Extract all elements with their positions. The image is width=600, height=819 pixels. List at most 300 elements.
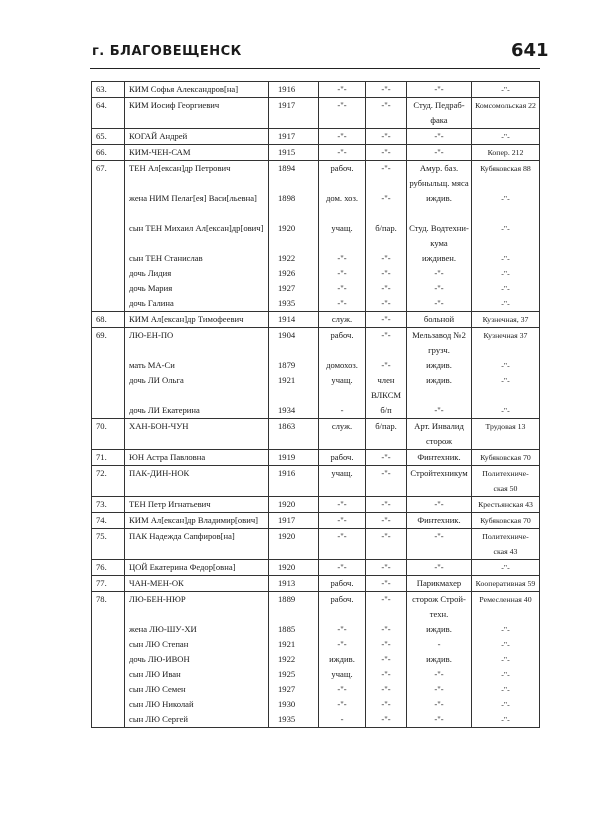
row-number-text: 74.: [96, 515, 107, 525]
address: ская 43: [493, 547, 518, 556]
occupation-cell: [407, 419, 472, 450]
person-name: дочь Галина: [129, 298, 174, 308]
birth-year: [278, 607, 318, 622]
party: -"-: [381, 330, 391, 340]
social-status: -"-: [337, 499, 347, 509]
social-status: -: [340, 405, 344, 415]
party-cell: [366, 98, 407, 129]
occupation: -"-: [434, 84, 444, 94]
occupation: [407, 388, 471, 403]
birth-year: 1913: [278, 578, 296, 588]
social-status: [319, 113, 365, 128]
occupation: Амур. баз.: [419, 163, 459, 173]
birth-year-cell: [269, 98, 319, 129]
row-number-text: 65.: [96, 131, 107, 141]
party: б/пар.: [375, 223, 397, 233]
party: -"-: [381, 699, 391, 709]
address-cell: [472, 576, 540, 592]
social-status: учащ.: [331, 375, 353, 385]
row-number-text: 71.: [96, 452, 107, 462]
social-status: -"-: [337, 84, 347, 94]
social-status-cell: [319, 312, 366, 328]
occupation: -: [437, 639, 441, 649]
person-name-cell: [125, 450, 269, 466]
address: -"-: [501, 715, 510, 724]
person-name: дочь Лидия: [129, 268, 172, 278]
address: -"-: [501, 284, 510, 293]
person-name: мать МА-Си: [129, 360, 175, 370]
person-name-cell: [125, 129, 269, 145]
occupation: Финтехник.: [417, 515, 461, 525]
birth-year: 1904: [278, 330, 296, 340]
social-status-cell: [319, 161, 366, 312]
row-number-text: 77.: [96, 578, 107, 588]
social-status: [319, 343, 365, 358]
social-status: -"-: [337, 131, 347, 141]
occupation: -"-: [434, 669, 444, 679]
person-name-cell: [125, 98, 269, 129]
occupation: иждив.: [426, 193, 452, 203]
party: -"-: [381, 253, 391, 263]
person-name-cell: [125, 466, 269, 497]
address: -"-: [501, 85, 510, 94]
birth-year: 1921: [278, 375, 296, 385]
social-status: дом. хоз.: [325, 193, 359, 203]
person-name: ЛЮ-БЕН-НЮР: [129, 594, 186, 604]
row-number: [92, 129, 125, 145]
occupation: Стройтехникум: [410, 468, 468, 478]
address: [472, 607, 539, 622]
person-name: дочь Мария: [129, 283, 173, 293]
social-status: -"-: [337, 562, 347, 572]
occupation-cell: [407, 98, 472, 129]
row-number-text: 70.: [96, 421, 107, 431]
party: [366, 607, 406, 622]
page-number: 641: [511, 40, 549, 61]
row-number-text: 67.: [96, 163, 107, 173]
address-cell: [472, 98, 540, 129]
party: [366, 481, 406, 496]
social-status: рабоч.: [330, 578, 354, 588]
address: [472, 113, 539, 128]
address: -"-: [501, 655, 510, 664]
social-status: -"-: [337, 298, 347, 308]
row-number: [92, 419, 125, 450]
social-status: -"-: [337, 100, 347, 110]
birth-year: 1920: [278, 499, 296, 509]
occupation: грузч.: [428, 345, 450, 355]
occupation-cell: [407, 592, 472, 728]
person-name: КИМ Софья Александров[на]: [129, 84, 239, 94]
occupation: иждив.: [426, 360, 452, 370]
row-number: [92, 513, 125, 529]
person-name: КОГАЙ Андрей: [129, 131, 188, 141]
birth-year: [278, 388, 318, 403]
person-name: [129, 481, 268, 496]
address-cell: [472, 328, 540, 419]
party: -"-: [381, 684, 391, 694]
occupation: -"-: [434, 714, 444, 724]
address: -"-: [501, 224, 510, 233]
person-name-cell: [125, 529, 269, 560]
social-status-cell: [319, 328, 366, 419]
party: -"-: [381, 163, 391, 173]
social-status: рабоч.: [330, 594, 354, 604]
occupation: -"-: [434, 131, 444, 141]
birth-year: [278, 206, 318, 221]
address-cell: [472, 592, 540, 728]
address: -"-: [501, 670, 510, 679]
person-name-cell: [125, 513, 269, 529]
row-number-text: 69.: [96, 330, 107, 340]
social-status-cell: [319, 466, 366, 497]
party: [366, 343, 406, 358]
birth-year: [278, 176, 318, 191]
occupation-cell: [407, 82, 472, 98]
address: Кузнечная, 37: [482, 315, 529, 324]
party: б/пар.: [375, 421, 397, 431]
person-name: [129, 434, 268, 449]
social-status: -"-: [337, 624, 347, 634]
occupation: -"-: [434, 147, 444, 157]
address-cell: [472, 82, 540, 98]
row-number-text: 66.: [96, 147, 107, 157]
occupation: кума: [430, 238, 448, 248]
party-cell: [366, 592, 407, 728]
row-number: [92, 529, 125, 560]
person-name: жена НИМ Пелаг[ея] Васи[льевна]: [129, 193, 257, 203]
social-status: -"-: [337, 699, 347, 709]
birth-year-cell: [269, 529, 319, 560]
row-number: [92, 328, 125, 419]
birth-year: 1927: [278, 684, 296, 694]
address: [472, 236, 539, 251]
social-status: домохоз.: [326, 360, 358, 370]
person-name: сын ЛЮ Николай: [129, 699, 194, 709]
table-row: [92, 312, 540, 328]
social-status: [319, 236, 365, 251]
occupation: -"-: [434, 499, 444, 509]
social-status-cell: [319, 497, 366, 513]
row-number-text: 72.: [96, 468, 107, 478]
party-cell: [366, 129, 407, 145]
party-cell: [366, 145, 407, 161]
row-number: [92, 450, 125, 466]
occupation: [407, 481, 471, 496]
party-cell: [366, 82, 407, 98]
address: Крестьянская 43: [478, 500, 533, 509]
occupation: иждив.: [426, 624, 452, 634]
person-name: сын ЛЮ Иван: [129, 669, 181, 679]
row-number: [92, 466, 125, 497]
party-cell: [366, 576, 407, 592]
address-cell: [472, 145, 540, 161]
occupation: -"-: [434, 283, 444, 293]
birth-year-cell: [269, 576, 319, 592]
row-number: [92, 145, 125, 161]
person-name: [129, 176, 268, 191]
birth-year: 1925: [278, 669, 296, 679]
social-status-cell: [319, 145, 366, 161]
person-name: [129, 607, 268, 622]
birth-year: [278, 481, 318, 496]
occupation: техн.: [429, 609, 449, 619]
birth-year: 1935: [278, 714, 296, 724]
address: -"-: [501, 406, 510, 415]
address: [472, 206, 539, 221]
birth-year: 1921: [278, 639, 296, 649]
social-status: служ.: [331, 421, 353, 431]
birth-year: 1927: [278, 283, 296, 293]
party: -"-: [381, 131, 391, 141]
address: [472, 343, 539, 358]
party: [366, 206, 406, 221]
party: -"-: [381, 193, 391, 203]
party: -"-: [381, 84, 391, 94]
social-status: учащ.: [331, 468, 353, 478]
address: [472, 434, 539, 449]
occupation: Финтехник.: [417, 452, 461, 462]
party: [366, 176, 406, 191]
address-cell: [472, 466, 540, 497]
social-status: иждив.: [329, 654, 355, 664]
address: Комсомольская 22: [475, 101, 536, 110]
row-number: [92, 312, 125, 328]
birth-year: 1920: [278, 223, 296, 233]
birth-year: [278, 343, 318, 358]
social-status: -"-: [337, 531, 347, 541]
person-name-cell: [125, 82, 269, 98]
social-status: -"-: [337, 283, 347, 293]
person-name: [129, 113, 268, 128]
table-row: [92, 129, 540, 145]
address: Политехниче-: [482, 532, 529, 541]
party-cell: [366, 513, 407, 529]
party: -"-: [381, 639, 391, 649]
address: -"-: [501, 640, 510, 649]
address: ская 50: [493, 484, 518, 493]
social-status: учащ.: [331, 223, 353, 233]
occupation: фака: [430, 115, 448, 125]
address-cell: [472, 560, 540, 576]
party: -"-: [381, 714, 391, 724]
party: -"-: [381, 268, 391, 278]
birth-year-cell: [269, 161, 319, 312]
table-row: [92, 98, 540, 129]
birth-year: [278, 236, 318, 251]
page-header-title: г. БЛАГОВЕЩЕНСК: [92, 44, 242, 59]
occupation: больной: [423, 314, 455, 324]
row-number-text: 76.: [96, 562, 107, 572]
person-name: сын ЛЮ Степан: [129, 639, 189, 649]
party: -"-: [381, 452, 391, 462]
social-status: [319, 176, 365, 191]
table-row: [92, 592, 540, 728]
birth-year-cell: [269, 560, 319, 576]
party: [366, 544, 406, 559]
social-status: -"-: [337, 147, 347, 157]
occupation-cell: [407, 560, 472, 576]
social-status-cell: [319, 513, 366, 529]
social-status-cell: [319, 592, 366, 728]
row-number-text: 75.: [96, 531, 107, 541]
occupation: Студ. Водтехни-: [409, 223, 469, 233]
address: -"-: [501, 194, 510, 203]
social-status: -"-: [337, 268, 347, 278]
occupation: -"-: [434, 562, 444, 572]
party-cell: [366, 161, 407, 312]
occupation-cell: [407, 466, 472, 497]
person-name: сын ЛЮ Сергей: [129, 714, 188, 724]
address: Кубяковская 88: [480, 164, 531, 173]
social-status: [319, 434, 365, 449]
birth-year: 1917: [278, 100, 296, 110]
social-status-cell: [319, 82, 366, 98]
party: член: [377, 375, 395, 385]
person-name: ЛЮ-ЕН-ПО: [129, 330, 174, 340]
person-name: ТЕН Ал[ексан]др Петрович: [129, 163, 231, 173]
birth-year: 1916: [278, 468, 296, 478]
party: б/п: [380, 405, 392, 415]
address: -"-: [501, 376, 510, 385]
row-number: [92, 497, 125, 513]
person-name: сын ЛЮ Семен: [129, 684, 186, 694]
party: -"-: [381, 499, 391, 509]
party: -"-: [381, 360, 391, 370]
occupation-cell: [407, 161, 472, 312]
social-status: [319, 544, 365, 559]
table-row: [92, 560, 540, 576]
social-status: [319, 206, 365, 221]
address: -"-: [501, 361, 510, 370]
person-name-cell: [125, 592, 269, 728]
table-row: [92, 529, 540, 560]
table-row: [92, 450, 540, 466]
party: -"-: [381, 562, 391, 572]
social-status: [319, 481, 365, 496]
address: Трудовая 13: [485, 422, 526, 431]
address-cell: [472, 129, 540, 145]
party: -"-: [381, 531, 391, 541]
social-status: рабоч.: [330, 452, 354, 462]
party: -"-: [381, 578, 391, 588]
birth-year: 1922: [278, 253, 296, 263]
address: -"-: [501, 132, 510, 141]
occupation: [407, 206, 471, 221]
occupation-cell: [407, 497, 472, 513]
social-status-cell: [319, 129, 366, 145]
register-table: [91, 81, 540, 728]
table-row: [92, 513, 540, 529]
occupation-cell: [407, 529, 472, 560]
person-name: дочь ЛИ Екатерина: [129, 405, 200, 415]
address: Кооперативная 59: [475, 579, 536, 588]
table-row: [92, 328, 540, 419]
person-name: жена ЛЮ-ШУ-ХИ: [129, 624, 197, 634]
person-name-cell: [125, 419, 269, 450]
social-status: служ.: [331, 314, 353, 324]
party-cell: [366, 419, 407, 450]
row-number-text: 68.: [96, 314, 107, 324]
address-cell: [472, 419, 540, 450]
birth-year-cell: [269, 592, 319, 728]
occupation: Арт. Инвалид: [414, 421, 464, 431]
occupation-cell: [407, 328, 472, 419]
row-number: [92, 82, 125, 98]
person-name-cell: [125, 497, 269, 513]
address: -"-: [501, 700, 510, 709]
address: Копер. 212: [487, 148, 524, 157]
address: [472, 388, 539, 403]
social-status: [319, 388, 365, 403]
row-number: [92, 576, 125, 592]
party-cell: [366, 529, 407, 560]
occupation: -"-: [434, 298, 444, 308]
birth-year-cell: [269, 145, 319, 161]
party: -"-: [381, 669, 391, 679]
party-cell: [366, 497, 407, 513]
birth-year: 1926: [278, 268, 296, 278]
row-number-text: 63.: [96, 84, 107, 94]
social-status-cell: [319, 450, 366, 466]
occupation-cell: [407, 450, 472, 466]
birth-year: 1916: [278, 84, 296, 94]
birth-year: 1919: [278, 452, 296, 462]
birth-year: 1863: [278, 421, 296, 431]
person-name: ЮН Астра Павловна: [129, 452, 206, 462]
occupation: иждивен.: [421, 253, 457, 263]
table-row: [92, 419, 540, 450]
party: -"-: [381, 468, 391, 478]
person-name-cell: [125, 328, 269, 419]
social-status: [319, 607, 365, 622]
person-name-cell: [125, 161, 269, 312]
party-cell: [366, 560, 407, 576]
address-cell: [472, 513, 540, 529]
row-number-text: 78.: [96, 594, 107, 604]
birth-year: 1885: [278, 624, 296, 634]
birth-year-cell: [269, 312, 319, 328]
row-number-text: 64.: [96, 100, 107, 110]
occupation: рубныльщ. мяса: [409, 178, 469, 188]
occupation-cell: [407, 576, 472, 592]
row-number: [92, 560, 125, 576]
occupation: иждив.: [426, 654, 452, 664]
header-rule: [90, 68, 540, 69]
birth-year: [278, 113, 318, 128]
party-cell: [366, 328, 407, 419]
person-name-cell: [125, 560, 269, 576]
social-status: рабоч.: [330, 163, 354, 173]
person-name-cell: [125, 576, 269, 592]
row-number: [92, 161, 125, 312]
person-name: ХАН-БОН-ЧУН: [129, 421, 189, 431]
occupation: -"-: [434, 531, 444, 541]
table-row: [92, 161, 540, 312]
person-name: ПАК-ДИН-НОК: [129, 468, 190, 478]
birth-year-cell: [269, 129, 319, 145]
birth-year: [278, 434, 318, 449]
party: [366, 434, 406, 449]
person-name: КИМ Ал[ексан]др Владимир[ович]: [129, 515, 259, 525]
address: -"-: [501, 269, 510, 278]
address: -"-: [501, 299, 510, 308]
address-cell: [472, 497, 540, 513]
person-name: ЦОЙ Екатерина Федор[овна]: [129, 562, 236, 572]
person-name: сын ТЕН Станислав: [129, 253, 203, 263]
occupation: Мельзавод №2: [412, 330, 466, 340]
social-status: -"-: [337, 253, 347, 263]
